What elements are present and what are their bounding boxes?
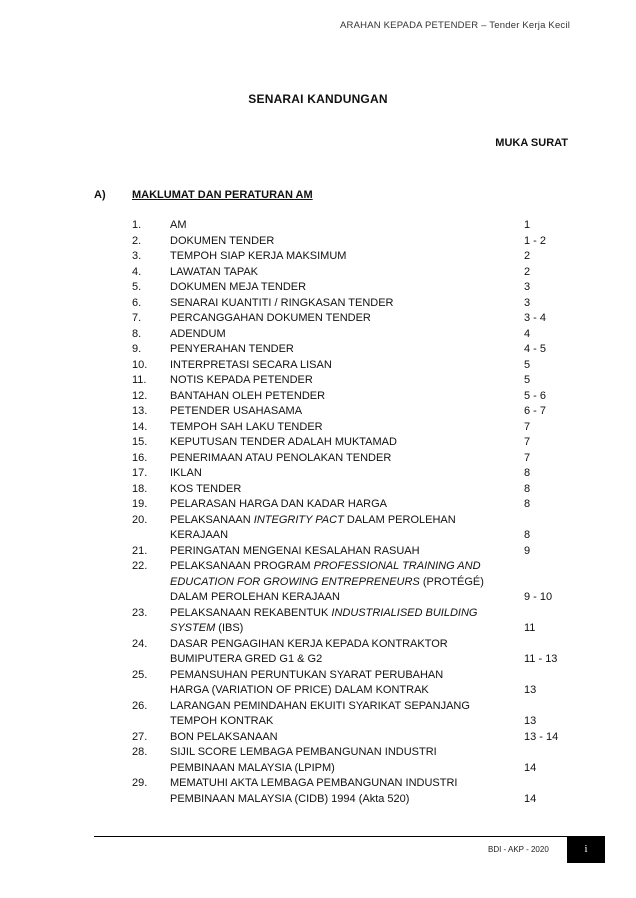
toc-entry-number: 6. <box>132 296 142 309</box>
toc-entry-title: SENARAI KUANTITI / RINGKASAN TENDER <box>170 296 394 309</box>
toc-entry-number: 21. <box>132 544 148 557</box>
toc-entry-title: PEMANSUHAN PERUNTUKAN SYARAT PERUBAHAN <box>170 668 444 681</box>
toc-entry-title: LAWATAN TAPAK <box>170 265 259 278</box>
toc-entry-page: 7 <box>524 436 531 448</box>
toc-entry-title: PELARASAN HARGA DAN KADAR HARGA <box>170 498 388 510</box>
toc-entry <box>0 327 636 343</box>
footer-doc-code: BDI - AKP - 2020 <box>488 845 549 854</box>
toc-entry-page: 3 <box>524 296 531 309</box>
toc-entry <box>0 513 636 544</box>
toc-entry-page: 9 - 10 <box>524 591 553 603</box>
toc-entry-page: 4 <box>524 327 531 340</box>
toc-entry-title: INTERPRETASI SECARA LISAN <box>170 358 332 371</box>
toc-entry <box>0 420 636 436</box>
toc-entry-page: 13 <box>524 684 537 696</box>
toc-entry-page: 4 - 5 <box>524 343 547 355</box>
toc-entry-title: DALAM PEROLEHAN KERAJAAN <box>170 591 340 603</box>
table-of-contents <box>0 218 636 807</box>
toc-entry-title: KOS TENDER <box>170 482 242 495</box>
toc-entry-title: DOKUMEN TENDER <box>170 234 275 247</box>
toc-entry-number: 19. <box>132 498 148 510</box>
toc-entry-page: 7 <box>524 451 531 464</box>
toc-entry-title: DASAR PENGAGIHAN KERJA KEPADA KONTRAKTOR <box>170 637 448 650</box>
toc-entry-title: TEMPOH KONTRAK <box>170 715 274 727</box>
toc-entry <box>0 637 636 668</box>
section-letter: A) <box>94 189 106 201</box>
toc-entry <box>0 497 636 513</box>
toc-entry-page: 5 - 6 <box>524 389 547 402</box>
toc-entry-title: PELAKSANAAN INTEGRITY PACT DALAM PEROLEHAN <box>170 513 456 526</box>
toc-entry-number: 1. <box>132 219 142 231</box>
toc-entry-page: 1 - 2 <box>524 234 547 247</box>
toc-entry <box>0 234 636 250</box>
toc-entry <box>0 699 636 730</box>
toc-entry-number: 27. <box>132 730 148 743</box>
toc-entry-number: 17. <box>132 467 148 479</box>
toc-entry-number: 26. <box>132 699 148 712</box>
section-title: MAKLUMAT DAN PERATURAN AM <box>132 189 313 201</box>
toc-entry-title: BANTAHAN OLEH PETENDER <box>170 389 326 402</box>
toc-entry-title: PETENDER USAHASAMA <box>170 405 303 417</box>
toc-entry <box>0 668 636 699</box>
toc-entry-title: MEMATUHI AKTA LEMBAGA PEMBANGUNAN INDUSTRI <box>170 777 458 789</box>
toc-entry-page: 2 <box>524 250 531 262</box>
toc-entry-page: 11 <box>524 622 536 634</box>
toc-entry-title: PENYERAHAN TENDER <box>170 343 294 355</box>
toc-entry-page: 2 <box>524 265 531 278</box>
toc-entry-title: PELAKSANAAN REKABENTUK INDUSTRIALISED BUILDING <box>170 606 478 619</box>
toc-entry-number: 4. <box>132 265 142 278</box>
toc-entry <box>0 296 636 312</box>
toc-entry-number: 3. <box>132 250 142 262</box>
toc-entry-page: 13 <box>524 715 537 727</box>
toc-entry-page: 8 <box>524 467 531 479</box>
toc-entry-number: 15. <box>132 436 148 448</box>
toc-entry-number: 16. <box>132 451 148 464</box>
toc-entry-title: NOTIS KEPADA PETENDER <box>170 374 313 386</box>
toc-entry-page: 11 - 13 <box>524 653 558 665</box>
toc-entry-number: 11. <box>132 374 147 386</box>
toc-entry-number: 20. <box>132 513 148 526</box>
toc-entry <box>0 730 636 746</box>
toc-entry-number: 22. <box>132 560 148 572</box>
toc-entry-title: PELAKSANAAN PROGRAM PROFESSIONAL TRAINING AND <box>170 560 481 572</box>
toc-entry-title: HARGA (VARIATION OF PRICE) DALAM KONTRAK <box>170 684 429 696</box>
toc-entry-title: IKLAN <box>170 467 202 479</box>
toc-entry <box>0 218 636 234</box>
page-column-heading: MUKA SURAT <box>495 137 568 149</box>
toc-entry <box>0 776 636 807</box>
toc-entry-number: 12. <box>132 389 148 402</box>
toc-entry <box>0 466 636 482</box>
toc-entry-page: 3 - 4 <box>524 312 547 324</box>
toc-entry-title: BON PELAKSANAAN <box>170 730 278 743</box>
toc-entry <box>0 451 636 467</box>
toc-entry <box>0 265 636 281</box>
page-title: SENARAI KANDUNGAN <box>248 92 388 106</box>
toc-entry-page: 14 <box>524 792 537 805</box>
toc-entry <box>0 404 636 420</box>
toc-entry <box>0 373 636 389</box>
toc-entry-title: AM <box>170 219 187 231</box>
toc-entry-number: 9. <box>132 343 142 355</box>
toc-entry-page: 9 <box>524 544 531 557</box>
toc-entry-title: ADENDUM <box>170 327 226 340</box>
toc-entry-title: PEMBINAAN MALAYSIA (LPIPM) <box>170 761 335 774</box>
running-header: ARAHAN KEPADA PETENDER – Tender Kerja Kecil <box>340 20 570 31</box>
toc-entry <box>0 342 636 358</box>
toc-entry-page: 5 <box>524 374 531 386</box>
toc-entry-page: 8 <box>524 498 531 510</box>
toc-entry-number: 23. <box>132 606 148 619</box>
toc-entry-page: 13 - 14 <box>524 730 559 743</box>
toc-entry-page: 8 <box>524 482 531 495</box>
toc-entry-title: EDUCATION FOR GROWING ENTREPRENEURS (PROTÉGÉ) <box>170 575 484 588</box>
toc-entry-page: 7 <box>524 420 531 433</box>
toc-entry-title: PEMBINAAN MALAYSIA (CIDB) 1994 (Akta 520) <box>170 792 410 805</box>
toc-entry <box>0 389 636 405</box>
toc-entry-number: 10. <box>132 358 148 371</box>
toc-entry <box>0 358 636 374</box>
toc-entry-number: 24. <box>132 637 148 650</box>
toc-entry-number: 8. <box>132 327 142 340</box>
toc-entry-title: DOKUMEN MEJA TENDER <box>170 281 307 293</box>
toc-entry <box>0 311 636 327</box>
toc-entry-page: 8 <box>524 529 531 541</box>
toc-entry-number: 29. <box>132 777 148 789</box>
toc-entry-number: 5. <box>132 281 142 293</box>
page-number-badge: i <box>567 836 605 863</box>
toc-entry <box>0 280 636 296</box>
toc-entry-page: 14 <box>524 761 537 774</box>
footer-rule <box>94 836 567 837</box>
toc-entry-title: PERCANGGAHAN DOKUMEN TENDER <box>170 312 371 324</box>
toc-entry-number: 13. <box>132 405 148 417</box>
toc-entry-title: SYSTEM (IBS) <box>170 622 244 634</box>
toc-entry <box>0 559 636 606</box>
toc-entry-title: BUMIPUTERA GRED G1 & G2 <box>170 653 323 665</box>
toc-entry-number: 18. <box>132 482 148 495</box>
toc-entry-number: 25. <box>132 668 148 681</box>
toc-entry <box>0 544 636 560</box>
toc-entry-title: SIJIL SCORE LEMBAGA PEMBANGUNAN INDUSTRI <box>170 746 437 758</box>
toc-entry-page: 5 <box>524 358 531 371</box>
toc-entry-title: KEPUTUSAN TENDER ADALAH MUKTAMAD <box>170 436 397 448</box>
toc-entry-number: 28. <box>132 746 148 758</box>
toc-entry-title: KERAJAAN <box>170 529 229 541</box>
toc-entry-page: 1 <box>524 219 531 231</box>
toc-entry-title: PENERIMAAN ATAU PENOLAKAN TENDER <box>170 451 392 464</box>
toc-entry <box>0 745 636 776</box>
toc-entry-number: 7. <box>132 312 142 324</box>
toc-entry-number: 2. <box>132 234 142 247</box>
toc-entry <box>0 606 636 637</box>
toc-entry-title: TEMPOH SIAP KERJA MAKSIMUM <box>170 250 347 262</box>
toc-entry <box>0 482 636 498</box>
toc-entry-title: LARANGAN PEMINDAHAN EKUITI SYARIKAT SEPANJANG <box>170 699 470 712</box>
toc-entry-number: 14. <box>132 420 148 433</box>
toc-entry-title: TEMPOH SAH LAKU TENDER <box>170 420 323 433</box>
toc-entry <box>0 435 636 451</box>
toc-entry-title: PERINGATAN MENGENAI KESALAHAN RASUAH <box>170 544 420 557</box>
toc-entry-page: 3 <box>524 281 531 293</box>
toc-entry <box>0 249 636 265</box>
toc-entry-page: 6 - 7 <box>524 405 547 417</box>
